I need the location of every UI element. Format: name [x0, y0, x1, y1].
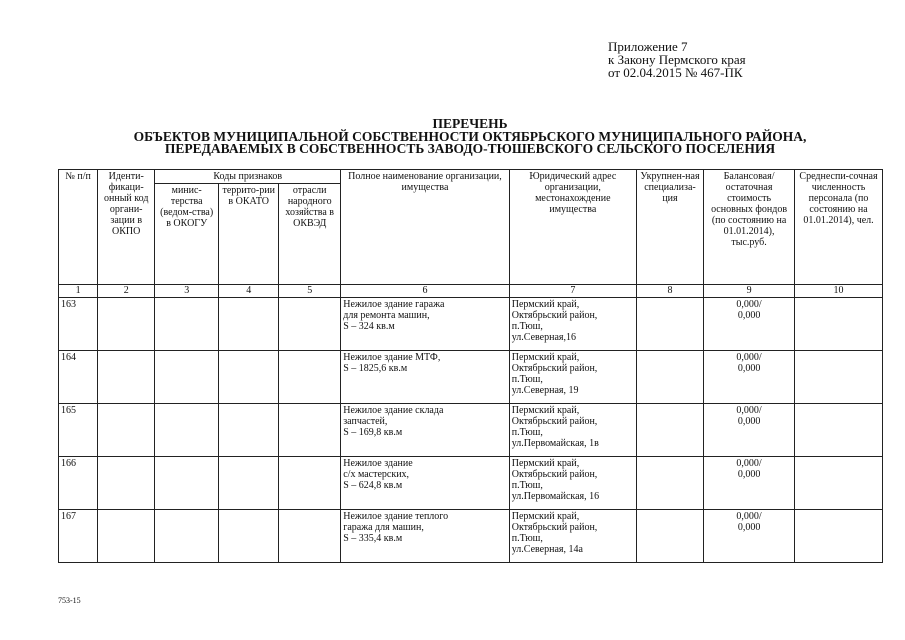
- address-line: п.Тюш,: [511, 374, 543, 385]
- cell-okogu: [155, 351, 219, 404]
- address-line: Октябрьский район,: [511, 522, 598, 533]
- cell-address: [509, 510, 636, 563]
- cell-balance: [704, 298, 795, 351]
- address-line: ул.Северная,16: [511, 332, 577, 343]
- cell-okogu: [155, 457, 219, 510]
- balance-line: 0,000: [737, 363, 761, 374]
- row-number: 163: [59, 298, 98, 351]
- cell-okpo: [98, 510, 155, 563]
- name-line: запчастей,: [343, 416, 388, 427]
- appendix-line-2: к Закону Пермского края: [608, 52, 746, 67]
- cell-address: [509, 404, 636, 457]
- cell-okpo: [98, 298, 155, 351]
- cell-staff: [795, 298, 883, 351]
- cell-okato: [219, 510, 279, 563]
- cell-okato: [219, 351, 279, 404]
- row-number: 164: [59, 351, 98, 404]
- address-line: Пермский край,: [511, 511, 580, 522]
- name-line: Нежилое здание МТФ,: [343, 352, 441, 363]
- cell-address: [509, 351, 636, 404]
- cell-okato: [219, 298, 279, 351]
- address-line: ул.Северная, 14а: [511, 544, 583, 555]
- cell-name: [341, 298, 510, 351]
- address-line: ул.Первомайская, 1в: [511, 438, 599, 449]
- address-line: п.Тюш,: [511, 427, 543, 438]
- cell-okogu: [155, 404, 219, 457]
- col-number: 5: [279, 285, 341, 298]
- appendix-note: [608, 40, 746, 79]
- header-okpo: Иденти-фикаци-онный код органи-зации в ОКПО: [98, 170, 155, 285]
- cell-okpo: [98, 457, 155, 510]
- balance-line: 0,000: [737, 416, 761, 427]
- balance-line: 0,000/: [736, 352, 762, 363]
- cell-staff: [795, 457, 883, 510]
- col-number: 3: [155, 285, 219, 298]
- balance-line: 0,000: [737, 522, 761, 533]
- address-line: п.Тюш,: [511, 321, 543, 332]
- row-number: 166: [59, 457, 98, 510]
- cell-okved: [279, 457, 341, 510]
- balance-line: 0,000/: [736, 405, 762, 416]
- col-number: 2: [98, 285, 155, 298]
- header-name: Полное наименование организации, имущества: [341, 170, 510, 285]
- table-row: [59, 457, 883, 510]
- name-line: S – 624,8 кв.м: [343, 480, 403, 491]
- header-spec: Укрупнен-ная специализа-ция: [636, 170, 703, 285]
- table-row: [59, 510, 883, 563]
- cell-address: [509, 298, 636, 351]
- header-okato: террито-рии в ОКАТО: [219, 184, 279, 285]
- header-address: Юридический адрес организации, местонахождение имущества: [509, 170, 636, 285]
- name-line: с/х мастерских,: [343, 469, 410, 480]
- cell-staff: [795, 351, 883, 404]
- cell-okato: [219, 404, 279, 457]
- cell-name: [341, 404, 510, 457]
- appendix-line-3: от 02.04.2015 № 467-ПК: [608, 65, 743, 80]
- name-line: для ремонта машин,: [343, 310, 430, 321]
- table-row: [59, 404, 883, 457]
- name-line: Нежилое здание: [343, 458, 413, 469]
- header-balance: Балансовая/ остаточная стоимость основных фондов (по состоянию на 01.01.2014), тыс.руб.: [704, 170, 795, 285]
- name-line: Нежилое здание теплого: [343, 511, 449, 522]
- balance-line: 0,000: [737, 469, 761, 480]
- name-line: Нежилое здание гаража: [343, 299, 445, 310]
- table-row: [59, 351, 883, 404]
- header-staff: Среднеспи-сочная численность персонала (по состоянию на 01.01.2014), чел.: [795, 170, 883, 285]
- col-number: 6: [341, 285, 510, 298]
- balance-line: 0,000/: [736, 299, 762, 310]
- table-row: [59, 298, 883, 351]
- cell-spec: [636, 404, 703, 457]
- header-okved: отрасли народного хозяйства в ОКВЭД: [279, 184, 341, 285]
- cell-name: [341, 351, 510, 404]
- col-number: 10: [795, 285, 883, 298]
- cell-okved: [279, 404, 341, 457]
- name-line: S – 169,8 кв.м: [343, 427, 403, 438]
- cell-spec: [636, 298, 703, 351]
- header-row: [59, 170, 883, 184]
- cell-okved: [279, 351, 341, 404]
- cell-spec: [636, 510, 703, 563]
- col-number: 4: [219, 285, 279, 298]
- address-line: Октябрьский район,: [511, 416, 598, 427]
- address-line: Октябрьский район,: [511, 469, 598, 480]
- cell-okved: [279, 298, 341, 351]
- name-line: S – 324 кв.м: [343, 321, 395, 332]
- document-title: [60, 118, 880, 156]
- title-line-3: ПЕРЕДАВАЕМЫХ В СОБСТВЕННОСТЬ ЗАВОДО-ТЮШЕВСКОГО СЕЛЬСКОГО ПОСЕЛЕНИЯ: [164, 141, 776, 156]
- col-number: 7: [509, 285, 636, 298]
- col-number: 8: [636, 285, 703, 298]
- header-okogu: минис-терства (ведом-ства) в ОКОГУ: [155, 184, 219, 285]
- appendix-line-1: Приложение 7: [608, 39, 688, 54]
- balance-line: 0,000: [737, 310, 761, 321]
- cell-staff: [795, 404, 883, 457]
- row-number: 165: [59, 404, 98, 457]
- column-number-row: [59, 285, 883, 298]
- address-line: Пермский край,: [511, 405, 580, 416]
- address-line: Пермский край,: [511, 352, 580, 363]
- cell-okogu: [155, 298, 219, 351]
- cell-okogu: [155, 510, 219, 563]
- address-line: Октябрьский район,: [511, 363, 598, 374]
- row-number: 167: [59, 510, 98, 563]
- document-code: 753-15: [58, 596, 81, 605]
- address-line: Пермский край,: [511, 299, 580, 310]
- address-line: ул.Первомайская, 16: [511, 491, 600, 502]
- cell-spec: [636, 457, 703, 510]
- header-num: № п/п: [59, 170, 98, 285]
- col-number: 9: [704, 285, 795, 298]
- name-line: S – 335,4 кв.м: [343, 533, 403, 544]
- title-line-2: ОБЪЕКТОВ МУНИЦИПАЛЬНОЙ СОБСТВЕННОСТИ ОКТЯБРЬСКОГО МУНИЦИПАЛЬНОГО РАЙОНА,: [133, 128, 807, 144]
- address-line: п.Тюш,: [511, 480, 543, 491]
- cell-okved: [279, 510, 341, 563]
- address-line: п.Тюш,: [511, 533, 543, 544]
- name-line: S – 1825,6 кв.м: [343, 363, 408, 374]
- name-line: Нежилое здание склада: [343, 405, 444, 416]
- col-number: 1: [59, 285, 98, 298]
- address-line: Октябрьский район,: [511, 310, 598, 321]
- header-codes: Коды признаков: [155, 170, 341, 184]
- cell-okpo: [98, 404, 155, 457]
- cell-name: [341, 510, 510, 563]
- balance-line: 0,000/: [736, 511, 762, 522]
- cell-balance: [704, 351, 795, 404]
- cell-okpo: [98, 351, 155, 404]
- cell-balance: [704, 404, 795, 457]
- cell-staff: [795, 510, 883, 563]
- cell-address: [509, 457, 636, 510]
- title-line-1: ПЕРЕЧЕНЬ: [432, 116, 508, 131]
- name-line: гаража для машин,: [343, 522, 424, 533]
- property-table: [58, 169, 883, 563]
- cell-balance: [704, 457, 795, 510]
- cell-name: [341, 457, 510, 510]
- cell-spec: [636, 351, 703, 404]
- cell-balance: [704, 510, 795, 563]
- cell-okato: [219, 457, 279, 510]
- address-line: ул.Северная, 19: [511, 385, 579, 396]
- balance-line: 0,000/: [736, 458, 762, 469]
- address-line: Пермский край,: [511, 458, 580, 469]
